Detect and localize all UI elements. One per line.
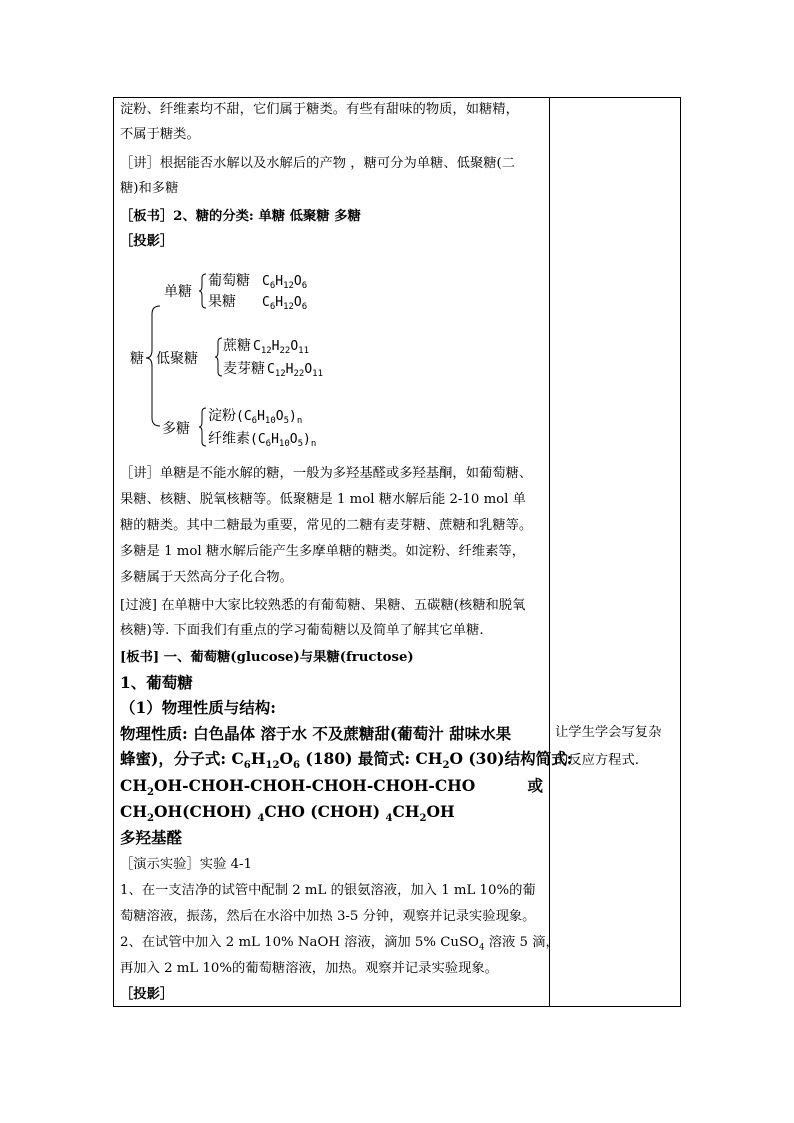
text-line: 糖)和多糖 <box>120 181 179 196</box>
text-line: 果糖、核糖、脱氧核糖等。低聚糖是 1 mol 糖水解后能 2-10 mol 单 <box>120 492 526 507</box>
text-line: [过渡] 在单糖中大家比较熟悉的有葡萄糖、果糖、五碳糖(核糖和脱氧 <box>120 598 526 613</box>
diagram-oligo: 低聚糖 <box>156 351 198 367</box>
formula-line: $CH_2OH(CHOH)$ $_4$CHO (CHOH) $_4CH_2OH$ <box>120 802 455 825</box>
mono-brace <box>199 274 206 308</box>
text-line: 多糖属于天然高分子化合物。 <box>120 570 293 585</box>
diagram-poly: 多糖 <box>162 421 190 437</box>
diagram-root: 糖 <box>130 351 144 367</box>
side-note: 让学生学会写复杂 <box>555 725 662 740</box>
formula-line: 蜂蜜)，分子式: $C_6H_{12}O_6$ (180) 最简式: $CH_2O$ (30)结构简式: <box>120 749 573 772</box>
section-heading: ［板书］2、糖的分类: 单糖 低聚糖 多糖 <box>120 209 361 224</box>
text-line: 多糖是 1 mol 糖水解后能产生多摩单糖的糖类。如淀粉、纤维素等， <box>120 544 526 559</box>
projection-label: ［投影］ <box>120 234 174 249</box>
diagram-glucose: 葡萄糖 <box>208 273 250 289</box>
oligo-brace <box>215 338 222 376</box>
diagram-starch: 淀粉 <box>208 408 236 424</box>
sucrose-formula: $C_{12}H_{22}O_{11}$ <box>253 339 310 356</box>
text-line: 糖的糖类。其中二糖最为重要，常见的二糖有麦芽糖、蔗糖和乳糖等。 <box>120 518 533 533</box>
text-line: 再加入 2 mL 10%的葡萄糖溶液，加热。观察并记录实验现象。 <box>120 961 498 976</box>
text-line: ［讲］根据能否水解以及水解后的产物 ，糖可分为单糖、低聚糖(二 <box>120 156 516 171</box>
text-line: ［演示实验］实验 4-1 <box>120 857 253 872</box>
diagram-cellulose: 纤维素 <box>208 431 250 447</box>
fructose-formula: $C_6H_{12}O_6$ <box>262 295 308 312</box>
projection-label: ［投影］ <box>120 987 174 1002</box>
maltose-formula: $C_{12}H_{22}O_{11}$ <box>267 362 324 379</box>
column-divider <box>549 98 550 1006</box>
text-line: 核糖)等. 下面我们有重点的学习葡萄糖以及简单了解其它单糖. <box>120 623 484 638</box>
text-line: 多羟基醛 <box>120 828 183 847</box>
section-heading: [板书] 一、葡萄糖(glucose)与果糖(fructose) <box>120 650 414 665</box>
text-line: 物理性质: 白色晶体 溶于水 不及蔗糖甜(葡萄汁 甜味水果 <box>120 724 512 743</box>
subsection-heading: （1）物理性质与结构: <box>120 698 277 717</box>
starch-formula: $(C_6H_{10}O_5)_n$ <box>236 409 303 426</box>
sugar-classification-diagram <box>120 258 543 458</box>
diagram-fructose: 果糖 <box>208 294 236 310</box>
text-line: 萄糖溶液，振荡，然后在水浴中加热 3-5 分钟，观察并记录实验现象。 <box>120 909 536 924</box>
diagram-mono: 单糖 <box>164 284 192 300</box>
diagram-sucrose: 蔗糖 <box>223 338 251 354</box>
diagram-maltose: 麦芽糖 <box>223 361 265 377</box>
lesson-table <box>113 97 681 1007</box>
text-line: 不属于糖类。 <box>120 127 200 142</box>
subsection-heading: 1、葡萄糖 <box>120 673 193 692</box>
cellulose-formula: $(C_6H_{10}O_5)_n$ <box>250 432 317 449</box>
formula-line: $CH_2OH-CHOH-CHOH-CHOH-CHOH$-CHO 或 <box>120 776 543 799</box>
text-line: 淀粉、纤维素均不甜，它们属于糖类。有些有甜味的物质，如糖精， <box>120 102 519 117</box>
text-line: 2、在试管中加入 2 mL 10% NaOH 溶液，滴加 5% CuSO$_4$ 溶液 5 滴， <box>120 935 559 953</box>
glucose-formula: $C_6H_{12}O_6$ <box>262 274 308 291</box>
text-line: 1、在一支洁净的试管中配制 2 mL 的银氨溶液，加入 1 mL 10%的葡 <box>120 883 536 898</box>
poly-brace <box>199 408 206 446</box>
side-note: 的反应方程式. <box>555 753 640 768</box>
text-line: ［讲］单糖是不能水解的糖，一般为多羟基醛或多羟基酮，如葡萄糖、 <box>120 466 533 481</box>
